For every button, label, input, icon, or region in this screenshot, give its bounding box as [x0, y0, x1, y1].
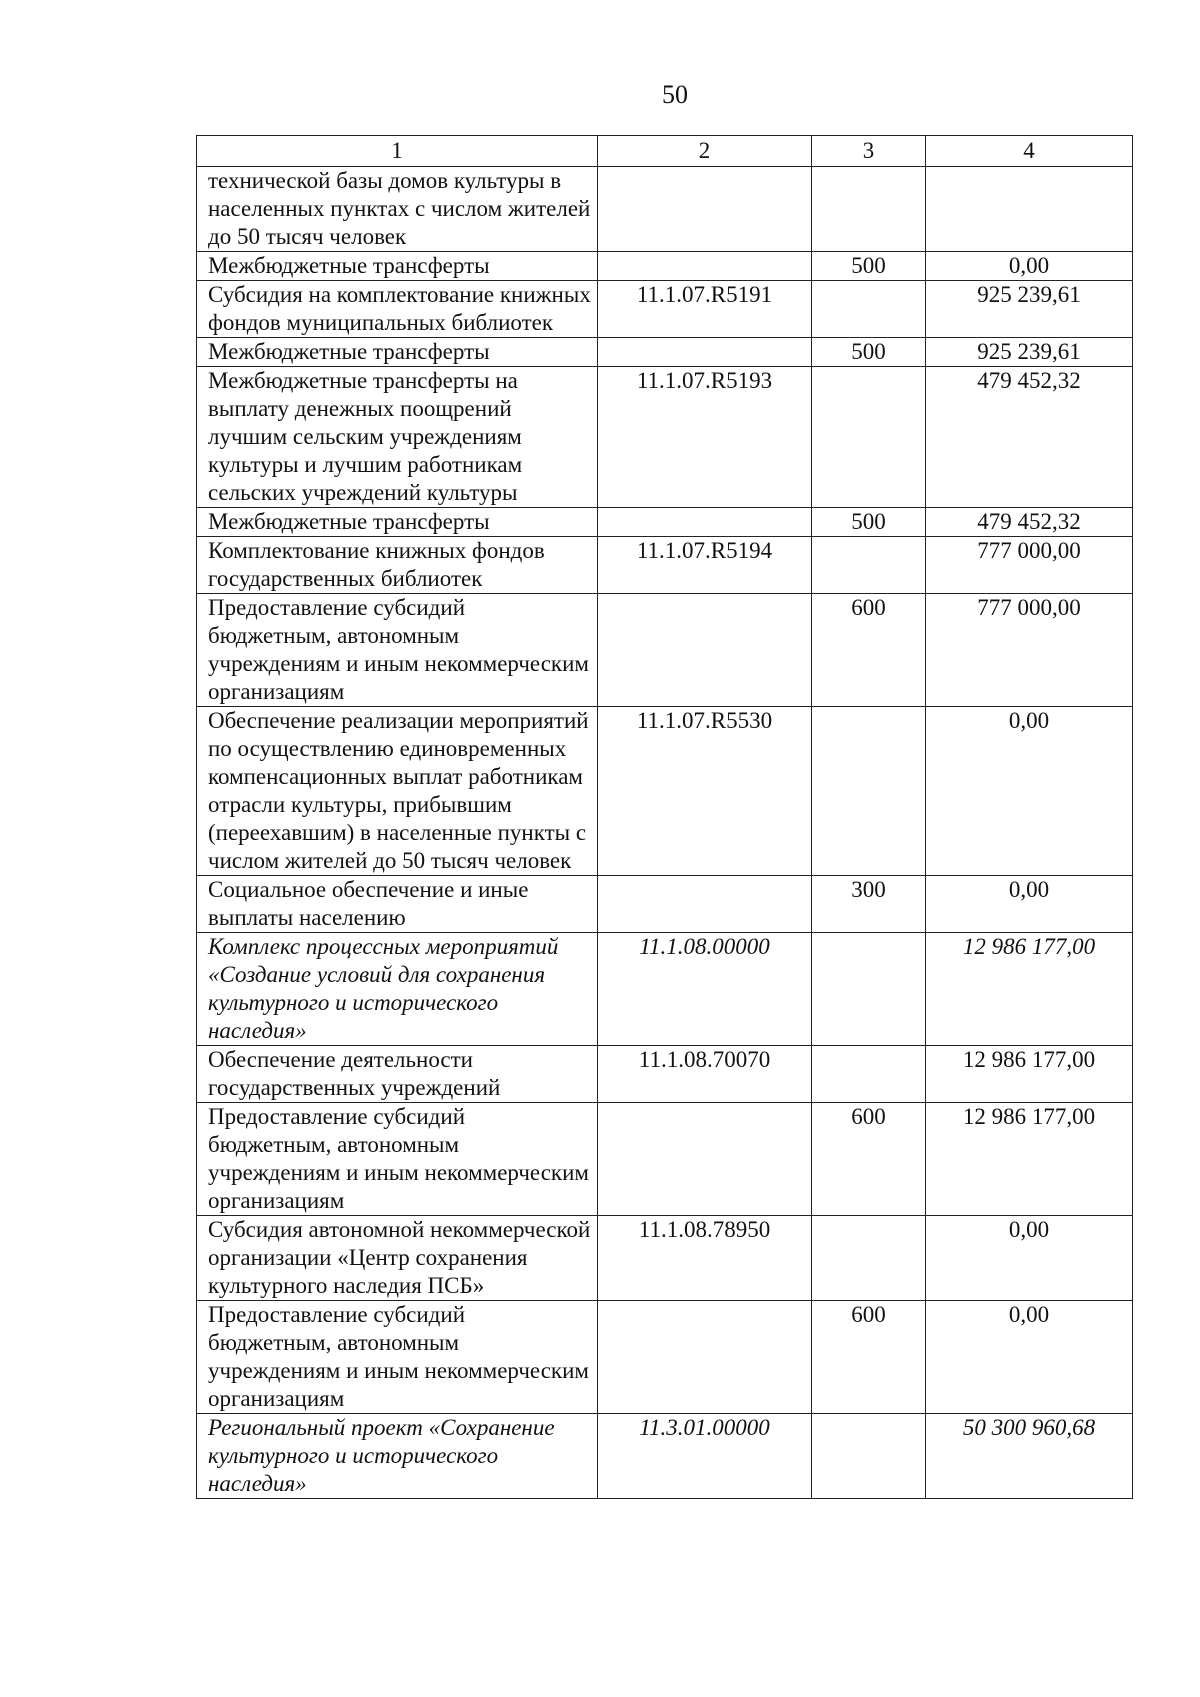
- row-amount-cell: 925 239,61: [926, 338, 1133, 367]
- row-expense-type-cell: 600: [812, 1103, 926, 1216]
- row-expense-type-cell: [812, 933, 926, 1046]
- row-amount-cell: 12 986 177,00: [926, 933, 1133, 1046]
- row-code-cell: 11.3.01.00000: [598, 1414, 812, 1499]
- row-name-cell: Субсидия на комплектование книжных фондов муниципальных библиотек: [197, 281, 598, 338]
- row-name-cell: Региональный проект «Сохранение культурного и исторического наследия»: [197, 1414, 598, 1499]
- row-name-cell: Межбюджетные трансферты: [197, 252, 598, 281]
- row-name-cell: Комплектование книжных фондов государственных библиотек: [197, 537, 598, 594]
- row-amount-cell: 12 986 177,00: [926, 1103, 1133, 1216]
- row-code-cell: [598, 508, 812, 537]
- row-expense-type-cell: [812, 1046, 926, 1103]
- row-code-cell: 11.1.08.00000: [598, 933, 812, 1046]
- budget-table: [196, 135, 1133, 1499]
- row-amount-cell: 0,00: [926, 1301, 1133, 1414]
- header-cell-2: 2: [598, 136, 812, 167]
- row-expense-type-cell: [812, 281, 926, 338]
- row-code-cell: 11.1.07.R5530: [598, 707, 812, 876]
- table-row: [197, 1301, 1133, 1414]
- row-code-cell: [598, 252, 812, 281]
- row-name-cell: Межбюджетные трансферты: [197, 338, 598, 367]
- row-expense-type-cell: 500: [812, 508, 926, 537]
- table-row: [197, 1414, 1133, 1499]
- row-code-cell: [598, 594, 812, 707]
- row-code-cell: 11.1.07.R5191: [598, 281, 812, 338]
- table-row: [197, 167, 1133, 252]
- row-expense-type-cell: 600: [812, 594, 926, 707]
- row-expense-type-cell: [812, 167, 926, 252]
- row-code-cell: 11.1.08.70070: [598, 1046, 812, 1103]
- table-row: [197, 594, 1133, 707]
- row-code-cell: 11.1.07.R5194: [598, 537, 812, 594]
- row-amount-cell: 0,00: [926, 252, 1133, 281]
- table-row: [197, 508, 1133, 537]
- table-row: [197, 1103, 1133, 1216]
- row-code-cell: [598, 338, 812, 367]
- table-row: [197, 707, 1133, 876]
- row-name-cell: Обеспечение деятельности государственных учреждений: [197, 1046, 598, 1103]
- table-header-row: [197, 136, 1133, 167]
- row-code-cell: 11.1.07.R5193: [598, 367, 812, 508]
- row-name-cell: Предоставление субсидий бюджетным, автономным учреждениям и иным некоммерческим организациям: [197, 594, 598, 707]
- table-row: [197, 367, 1133, 508]
- row-amount-cell: 479 452,32: [926, 367, 1133, 508]
- row-amount-cell: 777 000,00: [926, 537, 1133, 594]
- header-cell-4: 4: [926, 136, 1133, 167]
- table-row: [197, 338, 1133, 367]
- table-row: [197, 281, 1133, 338]
- row-expense-type-cell: 600: [812, 1301, 926, 1414]
- row-code-cell: [598, 1301, 812, 1414]
- page-number: 50: [662, 80, 688, 109]
- row-amount-cell: 777 000,00: [926, 594, 1133, 707]
- row-expense-type-cell: [812, 1414, 926, 1499]
- table-row: [197, 1216, 1133, 1301]
- row-code-cell: [598, 876, 812, 933]
- header-cell-3: 3: [812, 136, 926, 167]
- row-expense-type-cell: [812, 707, 926, 876]
- table-row: [197, 537, 1133, 594]
- row-name-cell: Межбюджетные трансферты на выплату денежных поощрений лучшим сельским учреждениям культуры и лучшим работникам сельских учреждений культуры: [197, 367, 598, 508]
- row-amount-cell: 0,00: [926, 876, 1133, 933]
- row-expense-type-cell: 500: [812, 338, 926, 367]
- header-cell-1: 1: [197, 136, 598, 167]
- row-name-cell: Предоставление субсидий бюджетным, автономным учреждениям и иным некоммерческим организациям: [197, 1103, 598, 1216]
- table-row: [197, 1046, 1133, 1103]
- row-name-cell: Предоставление субсидий бюджетным, автономным учреждениям и иным некоммерческим организациям: [197, 1301, 598, 1414]
- row-amount-cell: 12 986 177,00: [926, 1046, 1133, 1103]
- row-amount-cell: [926, 167, 1133, 252]
- table-row: [197, 876, 1133, 933]
- row-name-cell: Комплекс процессных мероприятий «Создание условий для сохранения культурного и исторического наследия»: [197, 933, 598, 1046]
- row-expense-type-cell: 500: [812, 252, 926, 281]
- row-amount-cell: 0,00: [926, 707, 1133, 876]
- row-code-cell: 11.1.08.78950: [598, 1216, 812, 1301]
- row-name-cell: Межбюджетные трансферты: [197, 508, 598, 537]
- row-expense-type-cell: [812, 367, 926, 508]
- row-amount-cell: 50 300 960,68: [926, 1414, 1133, 1499]
- row-name-cell: технической базы домов культуры в населенных пунктах с числом жителей до 50 тысяч человек: [197, 167, 598, 252]
- table-row: [197, 933, 1133, 1046]
- row-amount-cell: 0,00: [926, 1216, 1133, 1301]
- table-row: [197, 252, 1133, 281]
- row-expense-type-cell: 300: [812, 876, 926, 933]
- row-code-cell: [598, 167, 812, 252]
- row-expense-type-cell: [812, 1216, 926, 1301]
- row-amount-cell: 925 239,61: [926, 281, 1133, 338]
- row-expense-type-cell: [812, 537, 926, 594]
- row-name-cell: Субсидия автономной некоммерческой организации «Центр сохранения культурного наследия ПСБ»: [197, 1216, 598, 1301]
- row-name-cell: Обеспечение реализации мероприятий по осуществлению единовременных компенсационных выплат работникам отрасли культуры, прибывшим (переехавшим) в населенные пункты с числом жителей до 50 тысяч человек: [197, 707, 598, 876]
- row-name-cell: Социальное обеспечение и иные выплаты населению: [197, 876, 598, 933]
- row-code-cell: [598, 1103, 812, 1216]
- row-amount-cell: 479 452,32: [926, 508, 1133, 537]
